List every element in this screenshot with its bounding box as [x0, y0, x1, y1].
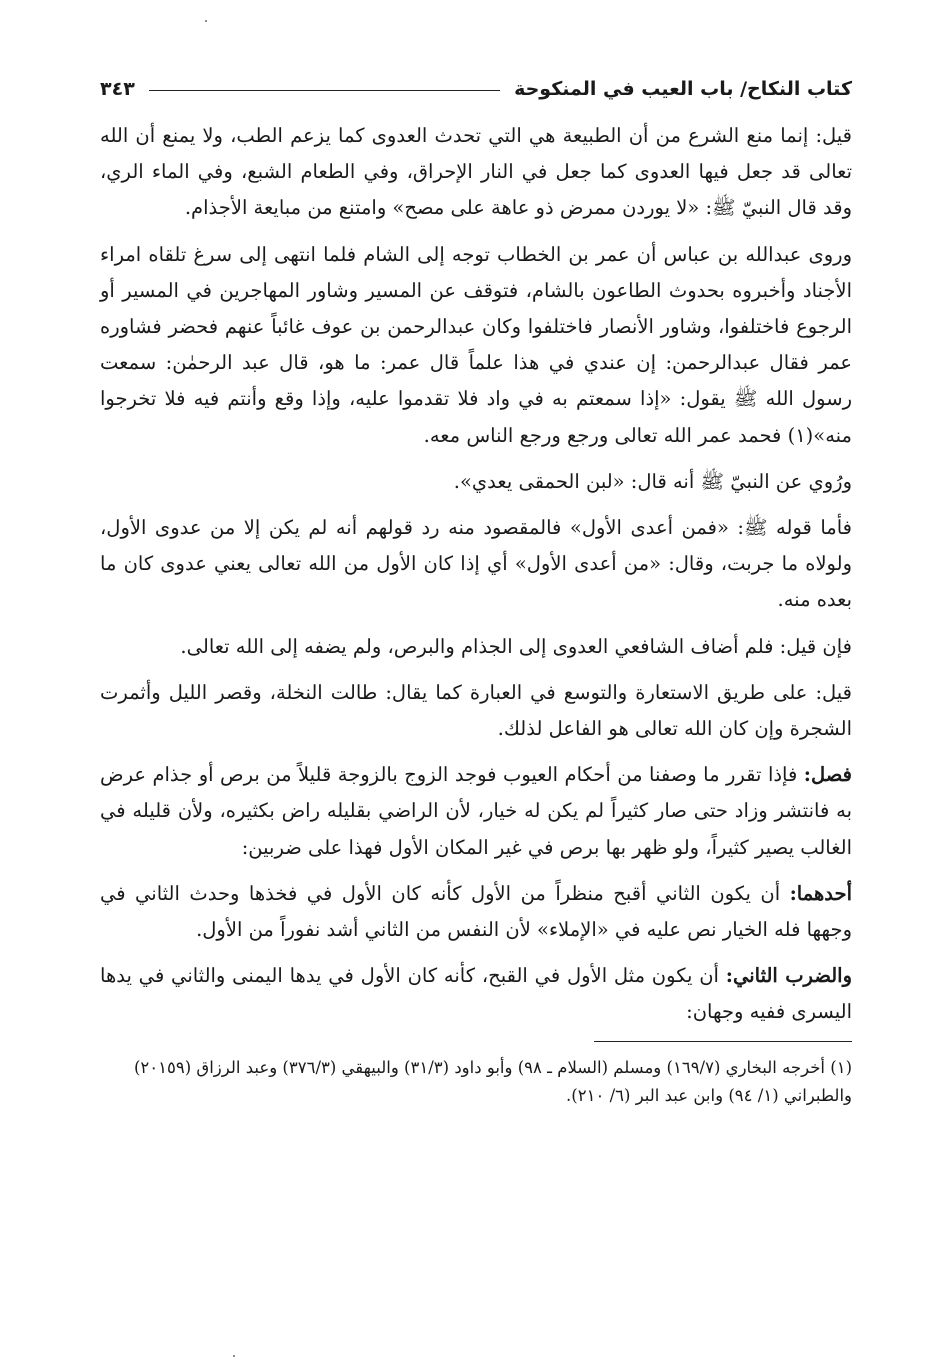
paragraph: [100, 118, 852, 227]
paragraph-text: أن يكون الثاني أقبح منظراً من الأول كأنه كان الأول في فخذها وحدث الثاني في وجهها فله الخيار نص عليه في «الإملاء» لأن النفس من الثاني أشد نفوراً من الأول.: [100, 881, 852, 942]
book-page: [100, 60, 852, 1110]
footnotes: [100, 1054, 852, 1110]
page-number: ٣٤٣: [100, 78, 135, 100]
paragraph-lead: فصل:: [803, 763, 852, 787]
paragraph: [100, 510, 852, 619]
footnote-separator: [594, 1041, 852, 1042]
paragraph: [100, 464, 852, 500]
paragraph-text: أن يكون مثل الأول في القبح، كأنه كان الأول في يدها اليمنى والثاني في يدها اليسرى ففيه وجهان:: [100, 964, 852, 1024]
footnote: (١) أخرجه البخاري (١٦٩/٧) ومسلم (السلام ـ ٩٨) وأبو داود (٣١/٣) والبيهقي (٣٧٦/٣) وعبد الرزاق (٢٠١٥٩) والطبراني (١/ ٩٤) وابن عبد البر (٦/ ٢١٠).: [133, 1057, 852, 1105]
paragraph-text: قيل: إنما منع الشرع من أن الطبيعة هي التي تحدث العدوى كما يزعم الطب، ولا يمنع أن الله تعالى قد جعل فيها العدوى كما جعل في النار الإحراق، وفي الطعام الشبع، وفي الماء الري، وقد قال النبيّ ﷺ: «لا يوردن ممرض ذو عاهة على مصح» وامتنع من مبايعة الأجذام.: [100, 124, 852, 220]
paragraph: [100, 675, 852, 747]
paragraph-text: ورُوي عن النبيّ ﷺ أنه قال: «لبن الحمقى يعدي».: [453, 469, 852, 493]
chapter-title: كتاب النكاح/ باب العيب في المنكوحة: [514, 78, 852, 100]
paragraph: [100, 876, 852, 948]
scan-speck: [205, 20, 207, 22]
paragraph: [100, 629, 852, 665]
paragraph-text: قيل: على طريق الاستعارة والتوسع في العبارة كما يقال: طالت النخلة، وقصر الليل وأثمرت الشجرة وإن كان الله تعالى هو الفاعل لذلك.: [100, 680, 852, 741]
paragraph: [100, 958, 852, 1030]
paragraph: [100, 757, 852, 866]
paragraph-lead: أحدهما:: [789, 881, 853, 905]
running-header: [100, 60, 852, 100]
scan-speck: [233, 1355, 235, 1357]
paragraph-text: فإذا تقرر ما وصفنا من أحكام العيوب فوجد الزوج بالزوجة قليلاً من برص أو جذام عرض به فانتشر وزاد حتى صار كثيراً لم يكن له خيار، لأن الراضي بقليله راض بكثيره، ولأن قليله في الغالب يصير كثيراً، ولو ظهر بها برص في غير المكان الأول فهذا على ضربين:: [100, 763, 852, 859]
paragraph-text: وروى عبدالله بن عباس أن عمر بن الخطاب توجه إلى الشام فلما انتهى إلى سرغ تلقاه امراء الأجناد وأخبروه بحدوث الطاعون بالشام، فتوقف عن المسير وشاور المهاجرين في المسير أو الرجوع فاختلفوا، وشاور الأنصار فاختلفوا وكان عبدالرحمن بن عوف غائباً عنهم فحضر فشاوره عمر فقال عبدالرحمن: إن عندي في هذا علماً قال عمر: ما هو، قال عبد الرحمٰن: سمعت رسول الله ﷺ يقول: «إذا سمعتم به في واد فلا تقدموا عليه، وإذا وقع وأنتم فيه فلا تخرجوا منه»(١) فحمد عمر الله تعالى ورجع ورجع الناس معه.: [100, 242, 852, 447]
main-text: [100, 118, 852, 1031]
paragraph-text: فأما قوله ﷺ: «فمن أعدى الأول» فالمقصود منه رد قولهم أنه لم يكن إلا من عدوى الأول، ولولاه ما جربت، وقال: «من أعدى الأول» أي إذا كان الأول من الله تعالى يعني عدوى كان ما بعده منه.: [100, 516, 852, 612]
paragraph-text: فإن قيل: فلم أضاف الشافعي العدوى إلى الجذام والبرص، ولم يضفه إلى الله تعالى.: [180, 634, 852, 658]
paragraph: [100, 237, 852, 454]
paragraph-lead: والضرب الثاني:: [725, 964, 853, 988]
header-rule: [149, 90, 500, 91]
